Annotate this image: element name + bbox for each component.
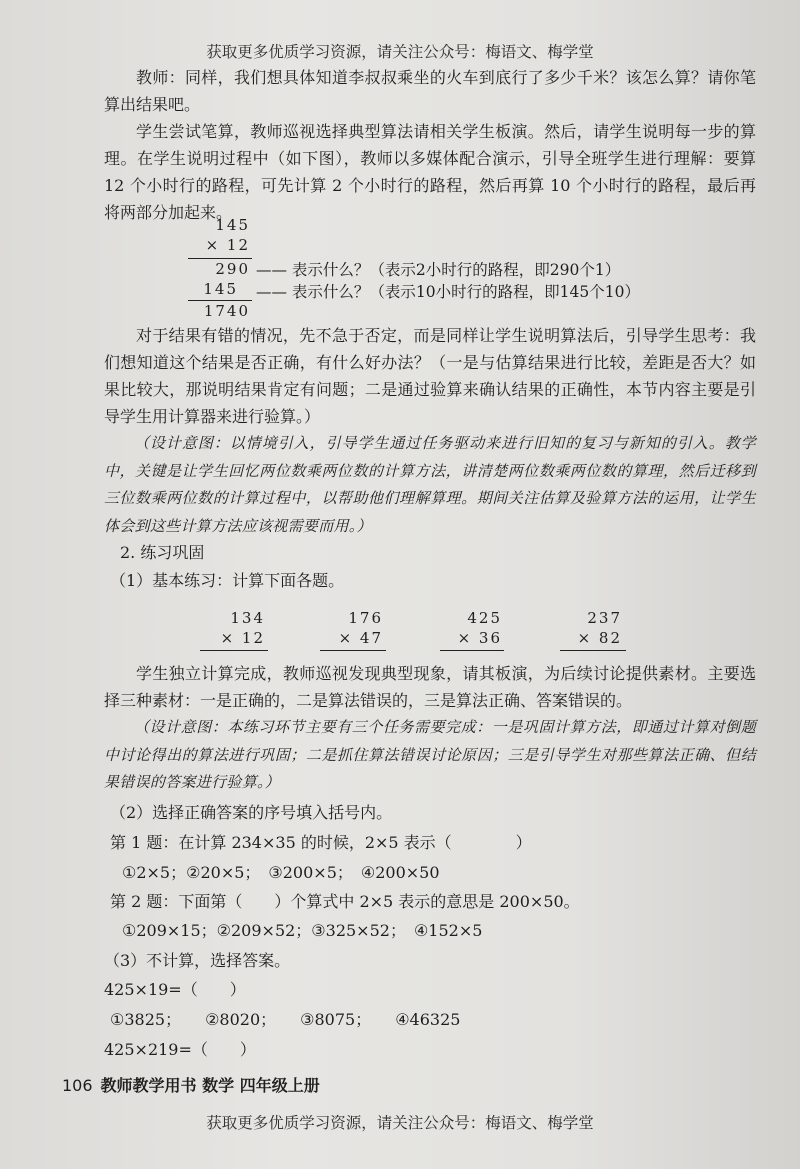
design-note-2: （设计意图：本练习环节主要有三个任务需要完成：一是巩固计算方法，即通过计算对倒题中讨论得出的算法进行巩固；二是抓住算法错误讨论原因；三是引导学生对那些算法正确、但结果错误的答案进行验算。）	[104, 718, 756, 791]
paragraph-verification: 对于结果有错的情况，先不急于否定，而是同样让学生说明算法后，引导学生思考：我们想知道这个结果是否正确，有什么好办法？（一是与估算结果进行比较，差距是否大？如果比较大，那说明结果肯定有问题；二是通过验算来确认结果的正确性，本节内容主要是引导学生用计算器来进行验算。）	[104, 326, 756, 426]
exercise-3-top: 425	[467, 609, 502, 627]
exercise-2-bottom: × 47	[338, 629, 383, 647]
exercise-2-top: 176	[348, 609, 383, 627]
partial-product-1: 290	[215, 260, 250, 278]
exercise-3-bottom: × 36	[457, 629, 502, 647]
page-footer	[62, 1073, 320, 1096]
item-basic-practice: （1）基本练习：计算下面各题。	[110, 571, 345, 590]
exercise-1-top: 134	[230, 609, 265, 627]
product-result: 1740	[203, 302, 250, 320]
question-1: 第 1 题：在计算 234×35 的时候，2×5 表示（ ）	[110, 833, 532, 852]
exercise-4-bottom: × 82	[577, 629, 622, 647]
exercise-4-top: 237	[587, 609, 622, 627]
multiplicand: 145	[215, 216, 250, 234]
question-3-options: ①3825； ②8020； ③8075； ④46325	[110, 1010, 461, 1029]
question-1-options: ①2×5；②20×5； ③200×5； ④200×50	[122, 863, 440, 882]
item-choose-answer: （2）选择正确答案的序号填入括号内。	[110, 803, 393, 822]
paragraph-student-attempt: 学生尝试笔算，教师巡视选择典型算法请相关学生板演。然后，请学生说明每一步的算理。在学生说明过程中（如下图），教师以多媒体配合演示，引导全班学生进行理解：要算 12 个小时行的路程，可先计算 2 个小时行的路程，然后再算 10 个小时行的路程，最后再将两部分加起来。	[104, 122, 756, 222]
paragraph-independent-work: 学生独立计算完成，教师巡视发现典型现象，请其板演，为后续讨论提供素材。主要选择三种素材：一是正确的，二是算法错误的，三是算法正确、答案错误的。	[104, 664, 756, 710]
section-heading-practice: 2. 练习巩固	[120, 543, 205, 562]
paragraph-teacher-question: 教师：同样，我们想具体知道李叔叔乘坐的火车到底行了多少千米？该怎么算？请你笔算出结果吧。	[104, 68, 756, 114]
exercise-4-rule	[560, 650, 626, 651]
book-title: 教师教学用书 数学 四年级上册	[100, 1076, 320, 1095]
watermark-top: 获取更多优质学习资源，请关注公众号：梅语文、梅学堂	[206, 43, 594, 61]
annotation-10-hours: —— 表示什么？（表示10小时行的路程，即145个10）	[256, 283, 640, 301]
question-2: 第 2 题：下面第（ ）个算式中 2×5 表示的意思是 200×50。	[110, 892, 580, 911]
partial-product-2: 145	[203, 280, 238, 298]
exercise-1-bottom: × 12	[220, 629, 265, 647]
question-3: 425×19=（ ）	[104, 980, 246, 999]
question-2-options: ①209×15；②209×52；③325×52； ④152×5	[122, 921, 483, 940]
annotation-2-hours: —— 表示什么？（表示2小时行的路程，即290个1）	[256, 261, 621, 279]
item-no-calculation: （3）不计算，选择答案。	[104, 951, 291, 970]
question-4: 425×219=（ ）	[104, 1040, 256, 1059]
watermark-bottom: 获取更多优质学习资源，请关注公众号：梅语文、梅学堂	[206, 1114, 594, 1132]
page-number: 106	[62, 1076, 93, 1095]
exercise-3-rule	[440, 650, 504, 651]
multiplier: × 12	[205, 236, 250, 254]
design-note-1: （设计意图：以情境引入，引导学生通过任务驱动来进行旧知的复习与新知的引入。教学中，关键是让学生回忆两位数乘两位数的计算方法，讲清楚两位数乘两位数的算理，然后迁移到三位数乘两位数的计算过程中，以帮助他们理解算理。期间关注估算及验算方法的运用，让学生体会到这些计算方法应该视需要而用。）	[104, 434, 756, 535]
exercise-1-rule	[200, 650, 268, 651]
exercise-2-rule	[320, 650, 386, 651]
